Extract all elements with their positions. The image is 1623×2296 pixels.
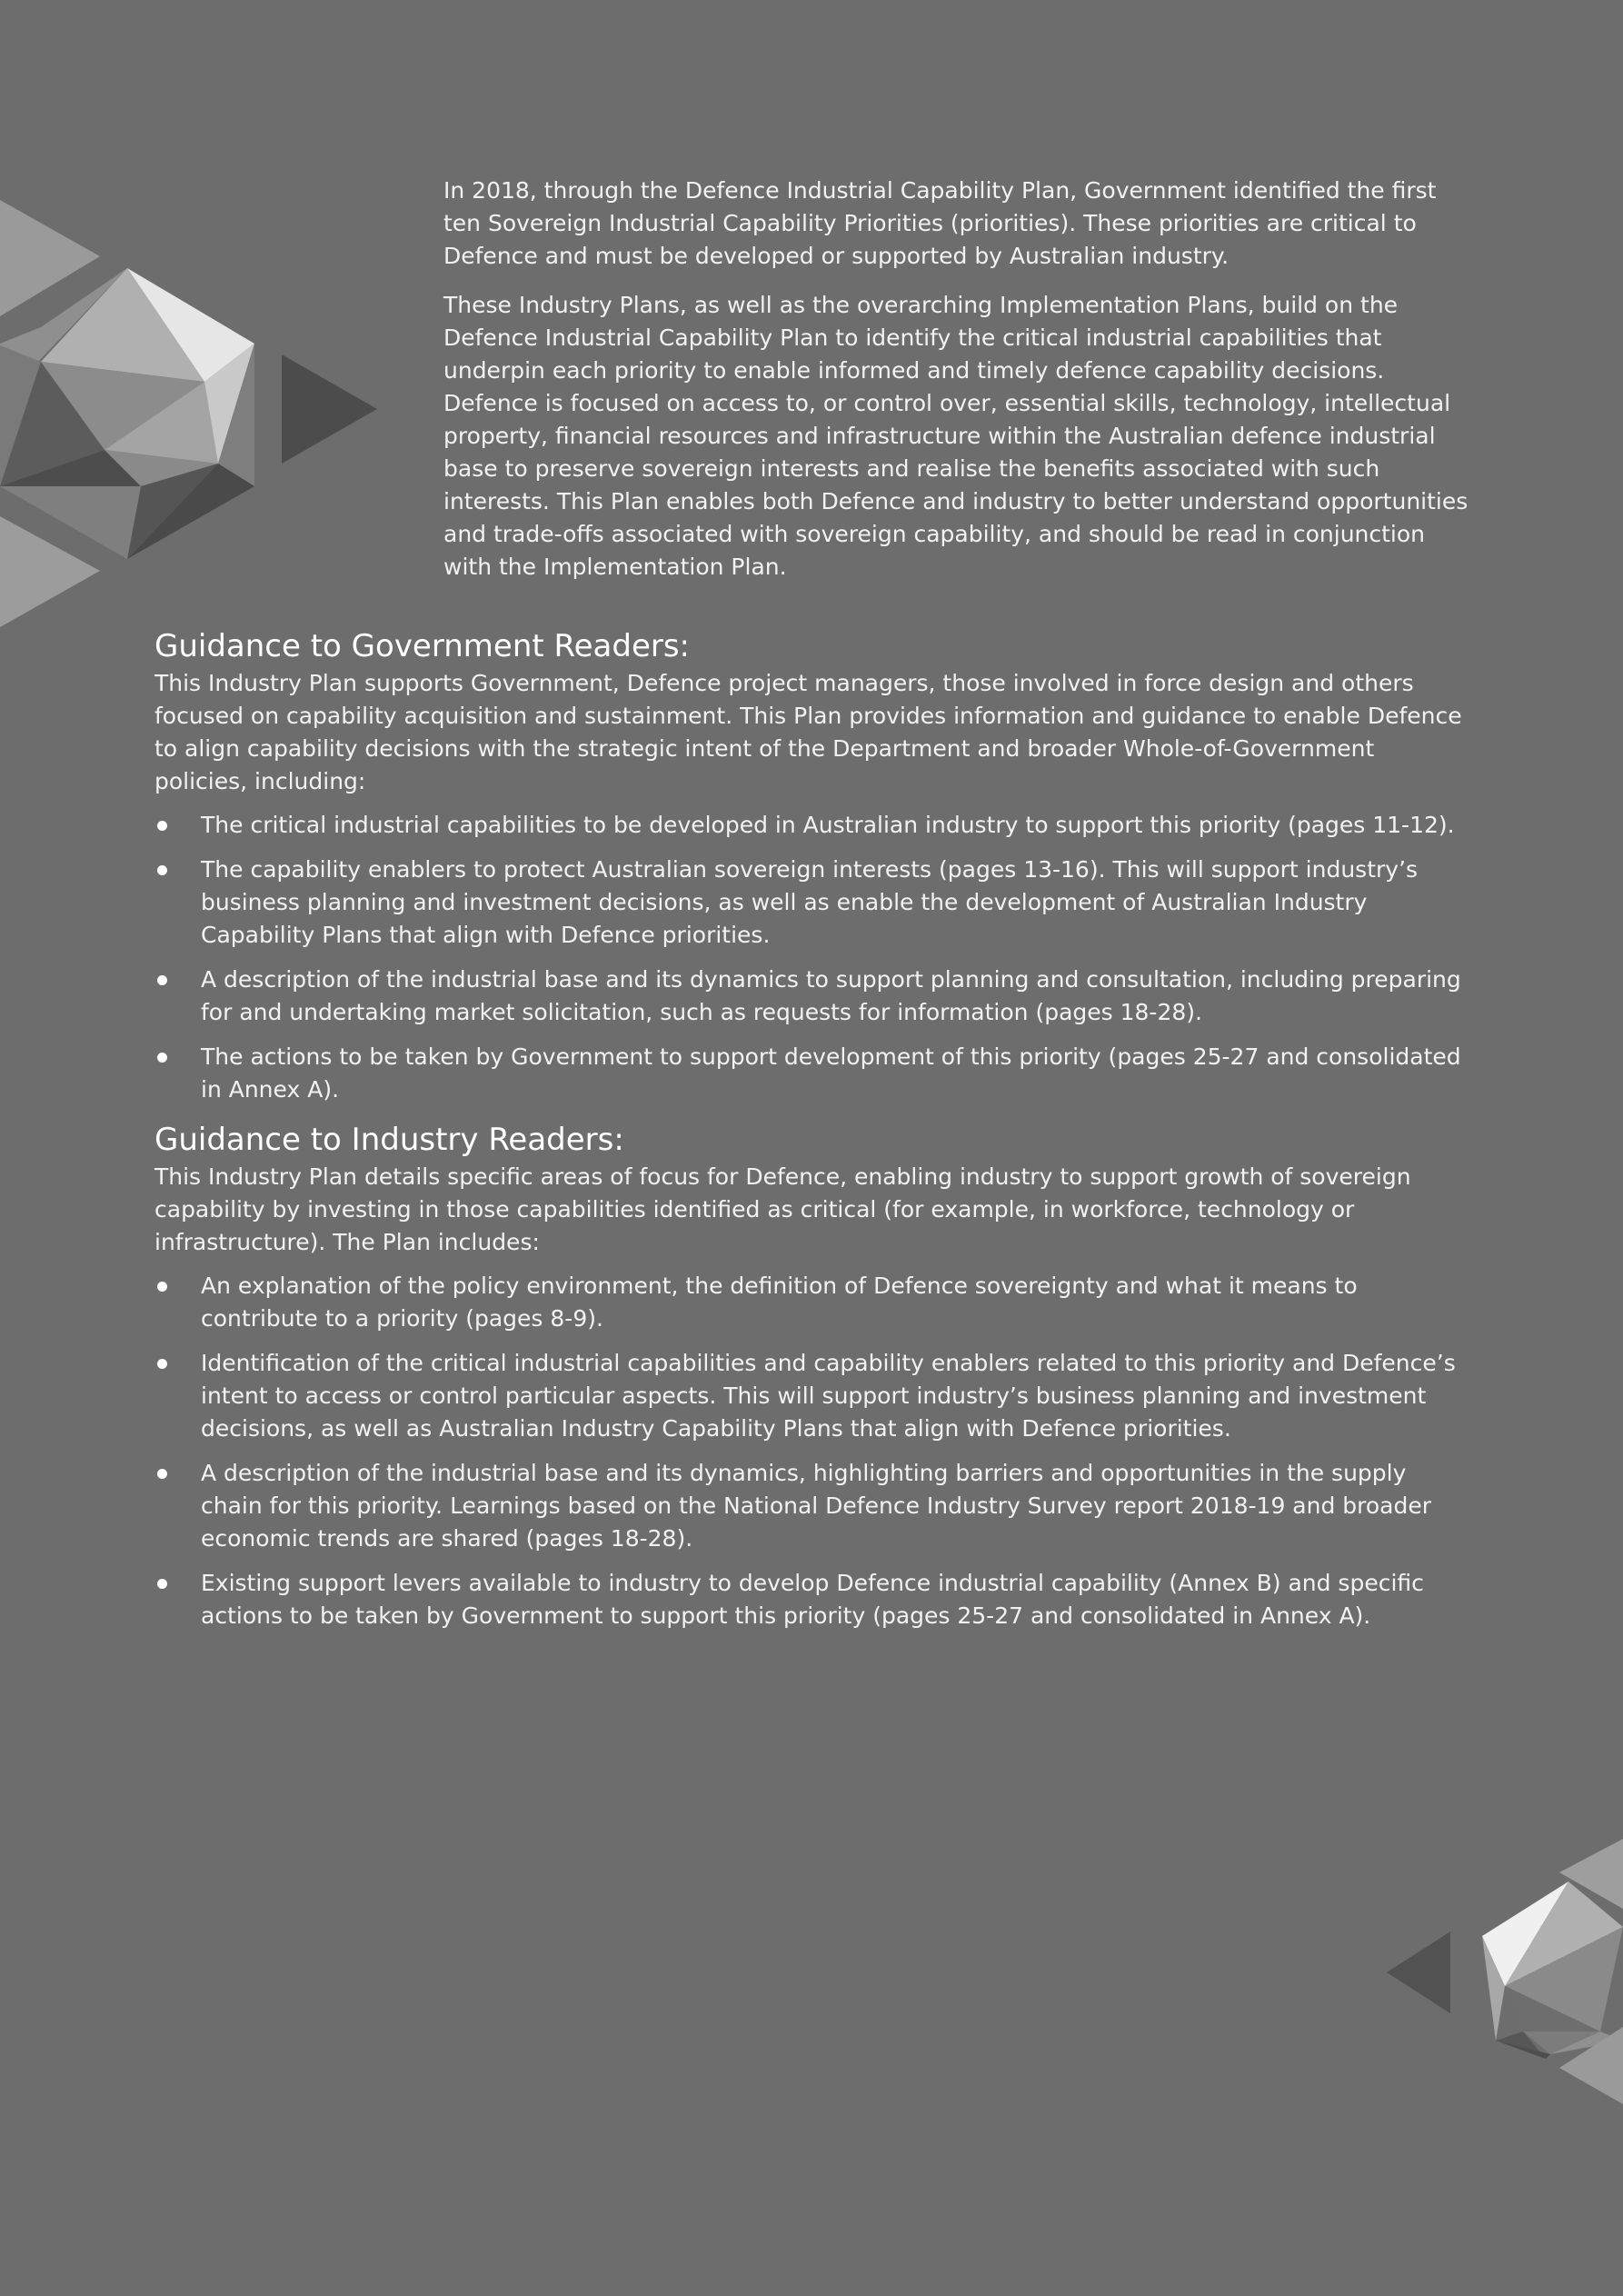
list-item [154, 963, 1470, 1029]
government-guidance [154, 625, 1470, 1106]
guidance-section [154, 625, 1470, 1645]
list-item [154, 1347, 1470, 1445]
bullet-icon [157, 1469, 167, 1479]
list-item [154, 1457, 1470, 1555]
list-item-text: An explanation of the policy environment, the definition of Defence sovereignty and what it means to contribute to a priority (pages 8-9). [201, 1273, 1358, 1332]
government-lead: This Industry Plan supports Government, Defence project managers, those involved in force design and others focused on capability acquisition and sustainment. This Plan provides information and guidance to enable Defence to align capability decisions with the strategic intent of the Department and broader Whole-of-Government policies, including: [154, 670, 1462, 794]
bullet-icon [157, 1579, 167, 1589]
list-item-text: A description of the industrial base and its dynamics to support planning and consultation, including preparing for and undertaking market solicitation, such as requests for information (pages 18-28). [201, 966, 1461, 1025]
bullet-icon [157, 1282, 167, 1292]
bullet-icon [157, 1053, 167, 1063]
decorative-polygon-graphic-right [1387, 1836, 1623, 2109]
industry-lead: This Industry Plan details specific areas of focus for Defence, enabling industry to support growth of sovereign capability by investing in those capabilities identified as critical (for example, in workforce, technology or infrastructure). The Plan includes: [154, 1163, 1411, 1255]
bullet-icon [157, 821, 167, 831]
intro-paragraph: In 2018, through the Defence Industrial Capability Plan, Government identified the first ten Sovereign Industrial Capability Priorities (priorities). These priorities are critical to Defence and must be developed or supported by Australian industry. [443, 177, 1437, 269]
intro-section [443, 175, 1470, 600]
industry-heading: Guidance to Industry Readers: [154, 1122, 624, 1158]
list-item [154, 1567, 1470, 1632]
list-item-text: Existing support levers available to industry to develop Defence industrial capability (Annex B) and specific actions to be taken by Government to support this priority (pages 25-27 and consolidated in Annex A). [201, 1570, 1424, 1629]
list-item [154, 1270, 1470, 1335]
decorative-polygon-graphic-left [0, 191, 382, 636]
list-item-text: The capability enablers to protect Australian sovereign interests (pages 13-16). This will support industry’s business planning and investment decisions, as well as enable the development of Australian Industry Capability Plans that align with Defence priorities. [201, 856, 1419, 948]
list-item-text: The actions to be taken by Government to support development of this priority (pages 25-27 and consolidated in Annex A). [201, 1043, 1461, 1103]
list-item [154, 854, 1470, 952]
government-bullet-list [154, 809, 1470, 1106]
intro-paragraph: These Industry Plans, as well as the overarching Implementation Plans, build on the Defence Industrial Capability Plan to identify the critical industrial capabilities that underpin each priority to enable informed and timely defence capability decisions. Defence is focused on access to, or control over, essential skills, technology, intellectual property, financial resources and infrastructure within the Australian defence industrial base to preserve sovereign interests and realise the benefits associated with such interests. This Plan enables both Defence and industry to better understand opportunities and trade-offs associated with sovereign capability, and should be read in conjunction with the Implementation Plan. [443, 292, 1469, 580]
bullet-icon [157, 1359, 167, 1369]
list-item [154, 1041, 1470, 1106]
government-heading: Guidance to Government Readers: [154, 628, 691, 664]
industry-bullet-list [154, 1270, 1470, 1632]
list-item [154, 809, 1470, 842]
list-item-text: Identification of the critical industrial capabilities and capability enablers related to this priority and Defence’s intent to access or control particular aspects. This will support industry’s business planning and investment decisions, as well as Australian Industry Capability Plans that align with Defence priorities. [201, 1350, 1456, 1442]
bullet-icon [157, 975, 167, 985]
bullet-icon [157, 865, 167, 875]
list-item-text: The critical industrial capabilities to be developed in Australian industry to support this priority (pages 11-12). [201, 812, 1455, 838]
list-item-text: A description of the industrial base and its dynamics, highlighting barriers and opportunities in the supply chain for this priority. Learnings based on the National Defence Industry Survey report 2018-19 and broader economic trends are shared (pages 18-28). [201, 1460, 1432, 1552]
industry-guidance [154, 1119, 1470, 1632]
